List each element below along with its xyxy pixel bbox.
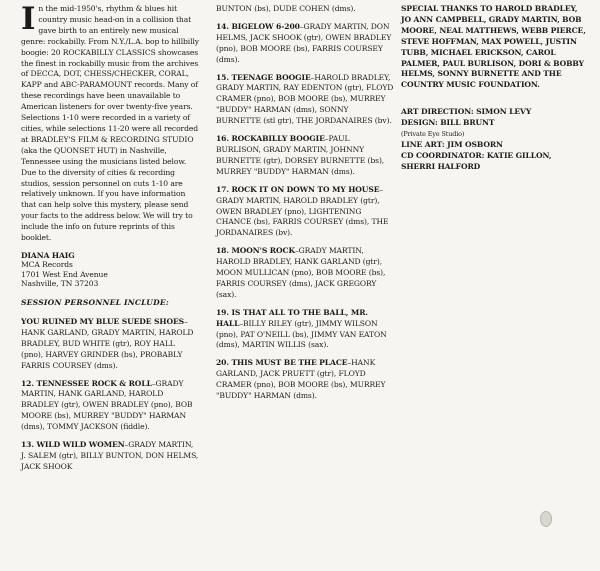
track-credits: –GRADY MARTIN, HAROLD BRADLEY, HANK GARLAND (gtr), MOON MULLICAN (pno), BOB MOORE (bs), FARRIS COURSEY (dms), JACK GREGORY (sax).	[216, 246, 386, 299]
track-entry	[216, 22, 394, 66]
design-credit-note: (Private Eye Studio)	[401, 130, 465, 139]
column-left	[21, 1, 199, 480]
track-title: 15. TEENAGE BOOGIE	[216, 72, 311, 82]
track-title: YOU RUINED MY BLUE SUEDE SHOES	[21, 317, 185, 327]
intro-paragraph: In the mid-1950's, rhythm & blues hit country music head-on in a collision that gave birth to an entirely new musical genre: rockabilly. From N.Y./L.A. bop to hillbilly boogie: 20 ROCKABILLY CLASSICS showcases the finest in rockabilly music from the archives of DECCA, DOT, CHESS/CHECKER, CORAL, KAPP and ABC-PARAMOUNT records. Many of these recordings have been unavailable to American listeners for over twenty-five years. Selections 1-10 were recorded in a variety of cities, while selections 11-20 were all recorded at BRADLEY'S FILM & RECORDING STUDIO (aka the QUONSET HUT) in Nashville, Tennessee using the musicians listed below. Due to the diversity of cities & recording studios, session personnel on cuts 1-10 are relatively unknown. If you have information that can help solve this mystery, please send your facts to the address below. We will try to include the info on future reprints of this booklet.	[21, 1, 199, 243]
track-title: 17. ROCK IT ON DOWN TO MY HOUSE	[216, 184, 380, 194]
track-credits: –HANK GARLAND, GRADY MARTIN, HAROLD BRADLEY, BUD WHITE (gtr), ROY HALL (pno), HARVEY GRINDER (bs), PROBABLY FARRIS COURSEY (dms).	[21, 317, 194, 370]
track-title: 19. IS THAT ALL TO THE BALL, MR. HALL	[216, 307, 368, 328]
track-credits: –PAUL BURLISON, GRADY MARTIN, JOHNNY BURNETTE (gtr), DORSEY BURNETTE (bs), MURREY "BUDDY" HARMAN (dms).	[216, 134, 385, 176]
track-entry	[21, 379, 199, 434]
track-title: 16. ROCKABILLY BOOGIE	[216, 134, 325, 144]
cd-coordinator-credit: CD COORDINATOR: KATIE GILLON, SHERRI HALFORD	[401, 150, 552, 171]
track-entry-continued	[216, 4, 394, 15]
special-thanks: SPECIAL THANKS TO HAROLD BRADLEY, JO ANN CAMPBELL, GRADY MARTIN, BOB MOORE, NEAL MATTHEWS, WEBB PIERCE, STEVE HOFFMAN, MAX POWELL, JUSTIN TUBB, MICHAEL ERICKSON, CAROL PALMER, PAUL BURLISON, DORI & BOBBY HELMS, SONNY BURNETTE AND THE COUNTRY MUSIC FOUNDATION.	[401, 4, 586, 90]
track-credits: BUNTON (bs), DUDE COHEN (dms).	[216, 4, 356, 13]
track-credits: –GRADY MARTIN, J. SALEM (gtr), BILLY BUNTON, DON HELMS, JACK SHOOK	[21, 440, 199, 471]
track-title: 12. TENNESSEE ROCK & ROLL	[21, 378, 152, 388]
address-line: Nashville, TN 37203	[21, 278, 99, 288]
track-entry	[21, 440, 199, 473]
art-direction-credit: ART DIRECTION: SIMON LEVY	[401, 107, 532, 117]
track-title: 20. THIS MUST BE THE PLACE	[216, 358, 348, 368]
track-entry	[216, 358, 394, 402]
track-credits: –HANK GARLAND, JACK PRUETT (gtr), FLOYD CRAMER (pno), BOB MOORE (bs), MURREY "BUDDY" HARMAN (dms).	[216, 358, 386, 401]
track-title: 13. WILD WILD WOMEN	[21, 440, 125, 450]
track-entry	[216, 73, 394, 128]
track-credits: –BILLY RILEY (gtr), JIMMY WILSON (pno), PAT O'NEILL (bs), JIMMY VAN EATON (dms), MARTIN WILLIS (sax).	[216, 318, 387, 350]
column-right	[401, 4, 587, 173]
track-entry	[216, 185, 394, 240]
track-title: 18. MOON'S ROCK	[216, 246, 295, 256]
track-credits: –GRADY MARTIN, HAROLD BRADLEY (gtr), OWEN BRADLEY (pno), LIGHTENING CHANCE (bs), FARRIS COURSEY (dms), THE JORDANAIRES (bv).	[216, 184, 389, 238]
paper-blemish	[540, 511, 552, 527]
line-art-credit: LINE ART: JIM OSBORN	[401, 139, 503, 149]
address-line: 1701 West End Avenue	[21, 269, 108, 279]
design-credit: DESIGN: BILL BRUNT	[401, 118, 495, 128]
track-credits: –GRADY MARTIN, HANK GARLAND, HAROLD BRADLEY (gtr), OWEN BRADLEY (pno), BOB MOORE (bs), MURREY "BUDDY" HARMAN (dms), TOMMY JACKSON (fiddle).	[21, 378, 193, 432]
track-credits: –HAROLD BRADLEY, GRADY MARTIN, RAY EDENTON (gtr), FLOYD CRAMER (pno), BOB MOORE (bs), MURREY "BUDDY" HARMAN (dms), SONNY BURNETTE (stl gtr), THE JORDANAIRES (bv).	[216, 72, 394, 126]
session-personnel-heading: SESSION PERSONNEL INCLUDE:	[21, 298, 169, 308]
track-credits: –GRADY MARTIN, DON HELMS, JACK SHOOK (gtr), OWEN BRADLEY (pno), BOB MOORE (bs), FARRIS COURSEY (dms).	[216, 21, 392, 64]
contact-name: DIANA HAIG	[21, 250, 75, 260]
track-entry	[216, 134, 394, 178]
track-entry	[21, 317, 199, 372]
contact-address	[21, 251, 199, 288]
production-credits	[401, 107, 587, 172]
track-entry	[216, 246, 394, 301]
column-middle	[216, 4, 394, 409]
track-entry	[216, 308, 394, 352]
address-line: MCA Records	[21, 260, 73, 270]
track-title: 14. BIGELOW 6-200	[216, 21, 300, 31]
